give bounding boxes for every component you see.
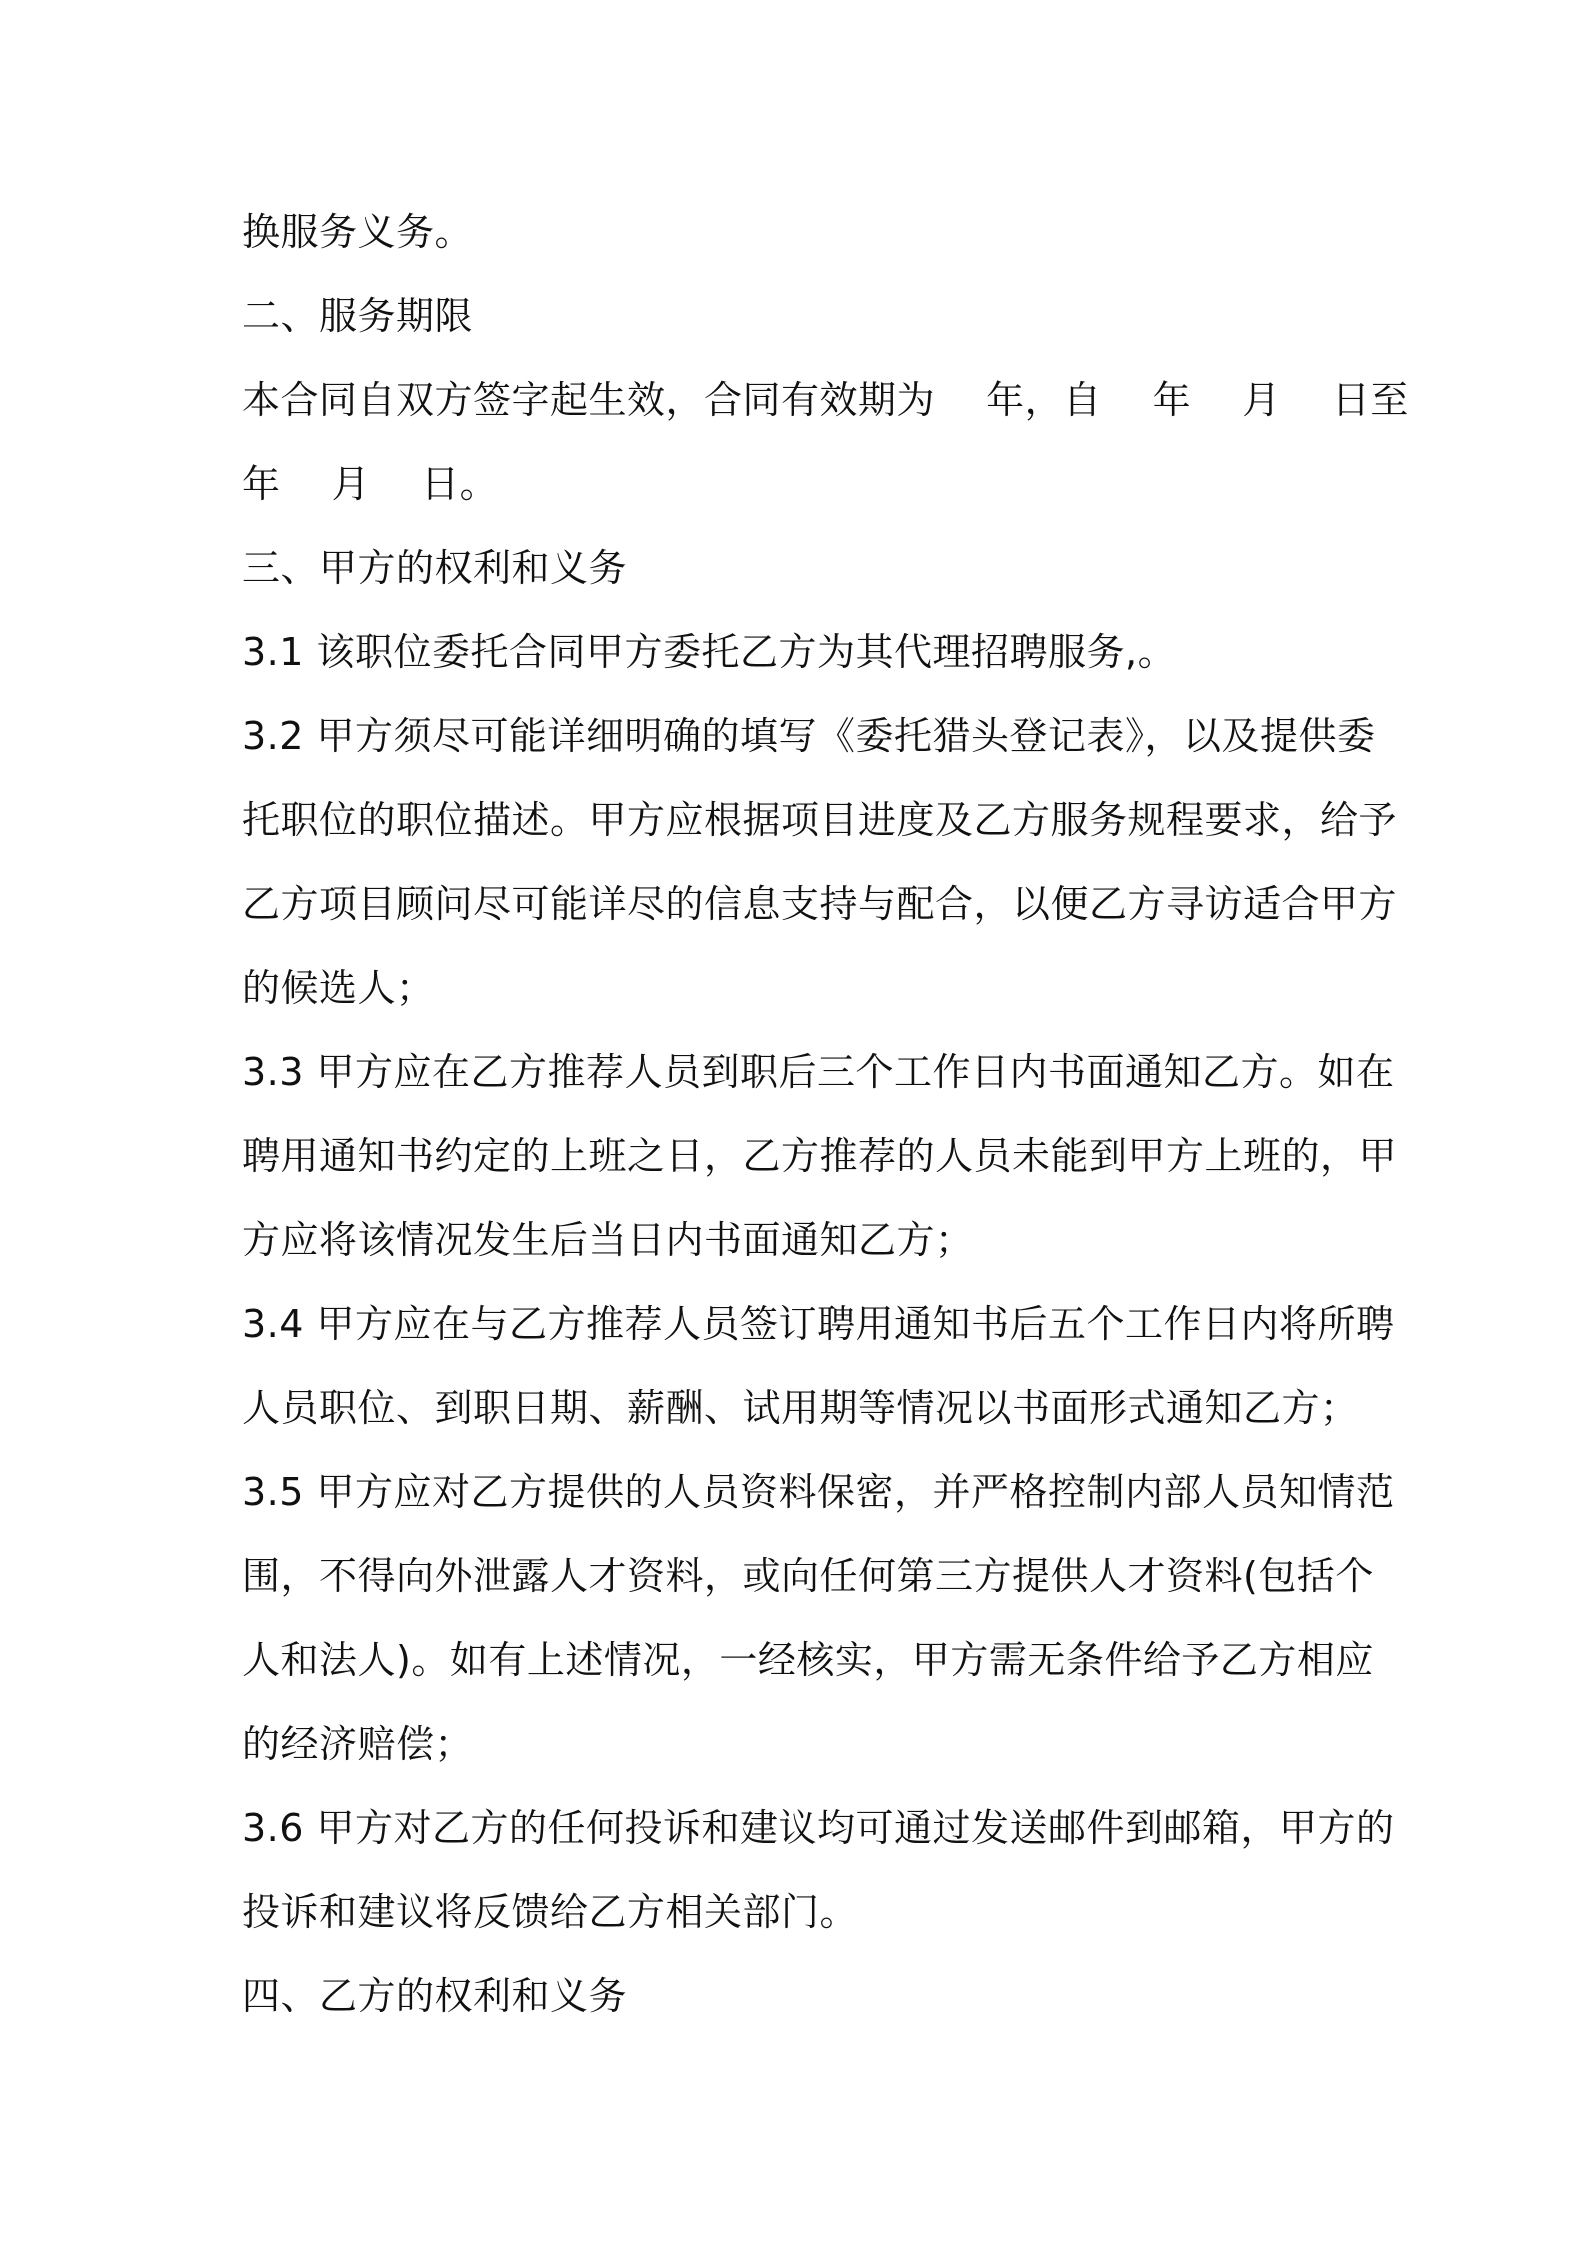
clause-line: 3.4 甲方应在与乙方推荐人员签订聘用通知书后五个工作日内将所聘 [242,1302,1395,1346]
text-line: 的经济赔偿； [242,1722,474,1766]
text-line: 人和法人)。如有上述情况，一经核实，甲方需无条件给予乙方相应 [242,1638,1374,1682]
text-line: 人员职位、到职日期、薪酬、试用期等情况以书面形式通知乙方； [242,1386,1359,1430]
text-line: 方应将该情况发生后当日内书面通知乙方； [242,1218,974,1262]
text-line: 托职位的职位描述。甲方应根据项目进度及乙方服务规程要求，给予 [242,798,1398,842]
text-line: 聘用通知书约定的上班之日，乙方推荐的人员未能到甲方上班的，甲 [242,1134,1398,1178]
text-line: 的候选人； [242,966,435,1010]
text-line: 年 月 日。 [242,462,499,506]
text-line: 换服务义务。 [242,210,474,254]
clause-line: 3.3 甲方应在乙方推荐人员到职后三个工作日内书面通知乙方。如在 [242,1050,1395,1094]
section-heading: 二、服务期限 [242,294,474,338]
clause-line: 3.5 甲方应对乙方提供的人员资料保密，并严格控制内部人员知情范 [242,1470,1395,1514]
section-heading: 四、乙方的权利和义务 [242,1974,628,2018]
text-line: 乙方项目顾问尽可能详尽的信息支持与配合，以便乙方寻访适合甲方 [242,882,1398,926]
clause-line: 3.2 甲方须尽可能详细明确的填写《委托猎头登记表》，以及提供委 [242,714,1376,758]
text-line: 投诉和建议将反馈给乙方相关部门。 [242,1890,859,1934]
text-line: 本合同自双方签字起生效，合同有效期为 年，自 年 月 日至 [242,378,1409,422]
text-line: 围，不得向外泄露人才资料，或向任何第三方提供人才资料(包括个 [242,1554,1374,1598]
clause-line: 3.1 该职位委托合同甲方委托乙方为其代理招聘服务,。 [242,630,1177,674]
section-heading: 三、甲方的权利和义务 [242,546,628,590]
document-body [242,190,1409,2038]
clause-line: 3.6 甲方对乙方的任何投诉和建议均可通过发送邮件到邮箱，甲方的 [242,1806,1395,1850]
